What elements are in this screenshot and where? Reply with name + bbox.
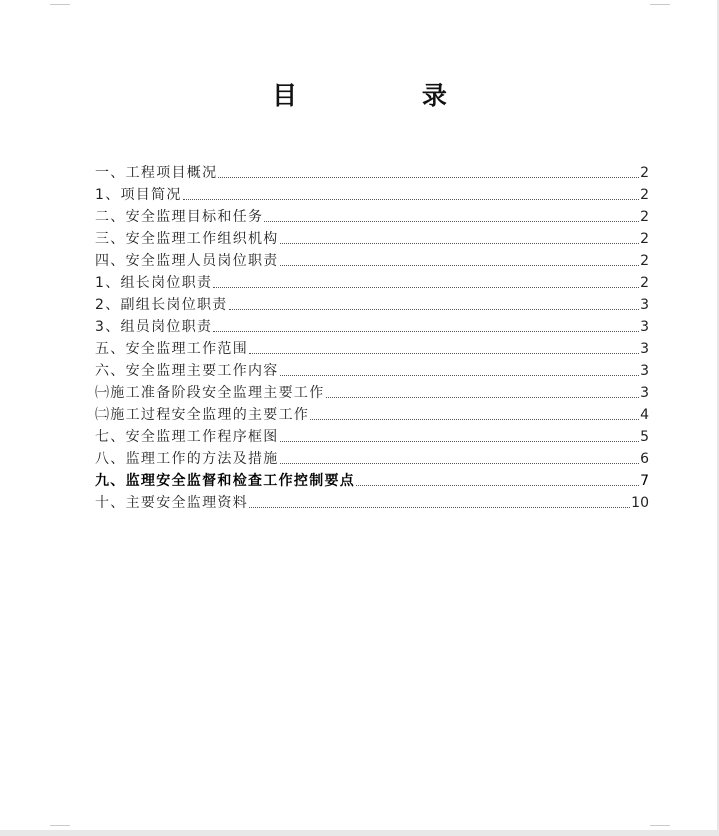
toc-page-number: 3 [640, 297, 649, 313]
toc-dot-leader [356, 485, 639, 486]
toc-dot-leader [249, 353, 639, 354]
toc-entry[interactable] [95, 313, 649, 335]
toc-entry[interactable] [95, 203, 649, 225]
toc-page-number: 2 [640, 231, 649, 247]
toc-page-number: 10 [631, 495, 649, 511]
toc-entry[interactable] [95, 379, 649, 401]
toc-entry-text: 九、监理安全监督和检查工作控制要点 [95, 473, 356, 489]
toc-page-number: 6 [640, 451, 649, 467]
toc-dot-leader [280, 243, 639, 244]
toc-page-number: 3 [640, 341, 649, 357]
toc-dot-leader [213, 331, 639, 332]
toc-entry-text: 二、安全监理目标和任务 [95, 209, 264, 225]
toc-page-number: 5 [640, 429, 649, 445]
toc-entry-text: 六、安全监理主要工作内容 [95, 363, 279, 379]
toc-entry[interactable] [95, 247, 649, 269]
toc-entry[interactable] [95, 159, 649, 181]
toc-entry-text: 五、安全监理工作范围 [95, 341, 248, 357]
toc-entry[interactable] [95, 401, 649, 423]
toc-page-number: 2 [640, 275, 649, 291]
toc-entry-text: 四、安全监理人员岗位职责 [95, 253, 279, 269]
toc-entry[interactable] [95, 357, 649, 379]
toc-dot-leader [310, 419, 639, 420]
toc-entry[interactable] [95, 335, 649, 357]
toc-entry-text: 3、组员岗位职责 [95, 319, 213, 335]
toc-entry-text: 三、安全监理工作组织机构 [95, 231, 279, 247]
toc-entry[interactable] [95, 181, 649, 203]
toc-dot-leader [280, 463, 639, 464]
page-bottom-edge [0, 830, 719, 836]
toc-page-number: 2 [640, 165, 649, 181]
toc-page-number: 2 [640, 209, 649, 225]
toc-page-number: 3 [640, 363, 649, 379]
toc-dot-leader [249, 507, 630, 508]
toc-entry[interactable] [95, 269, 649, 291]
toc-page-number: 7 [640, 473, 649, 489]
toc-page-number: 2 [640, 253, 649, 269]
toc-page-number: 3 [640, 319, 649, 335]
toc-page-number: 3 [640, 385, 649, 401]
toc-dot-leader [213, 287, 639, 288]
toc-dot-leader [280, 265, 639, 266]
toc-entry[interactable] [95, 291, 649, 313]
toc-entry-text: 1、组长岗位职责 [95, 275, 213, 291]
toc-entry[interactable] [95, 423, 649, 445]
toc-entry[interactable] [95, 445, 649, 467]
toc-dot-leader [280, 375, 639, 376]
toc-entry[interactable] [95, 467, 649, 489]
table-of-contents [95, 159, 649, 511]
toc-entry-text: 十、主要安全监理资料 [95, 495, 248, 511]
toc-title: 目 录 [272, 81, 505, 110]
toc-entry-text: ㈠施工准备阶段安全监理主要工作 [95, 385, 325, 401]
toc-entry[interactable] [95, 225, 649, 247]
toc-entry-text: 一、工程项目概况 [95, 165, 218, 181]
toc-entry-text: ㈡施工过程安全监理的主要工作 [95, 407, 310, 423]
toc-dot-leader [280, 441, 639, 442]
toc-dot-leader [264, 221, 639, 222]
toc-dot-leader [229, 309, 639, 310]
toc-entry-text: 七、安全监理工作程序框图 [95, 429, 279, 445]
toc-page-number: 2 [640, 187, 649, 203]
toc-entry-text: 八、监理工作的方法及措施 [95, 451, 279, 467]
toc-entry[interactable] [95, 489, 649, 511]
toc-dot-leader [183, 199, 639, 200]
crop-mark-top-right [650, 0, 670, 5]
crop-mark-top-left [50, 0, 70, 5]
toc-entry-text: 2、副组长岗位职责 [95, 297, 228, 313]
toc-dot-leader [326, 397, 640, 398]
toc-entry-text: 1、项目简况 [95, 187, 182, 203]
toc-dot-leader [218, 177, 639, 178]
toc-page-number: 4 [640, 407, 649, 423]
